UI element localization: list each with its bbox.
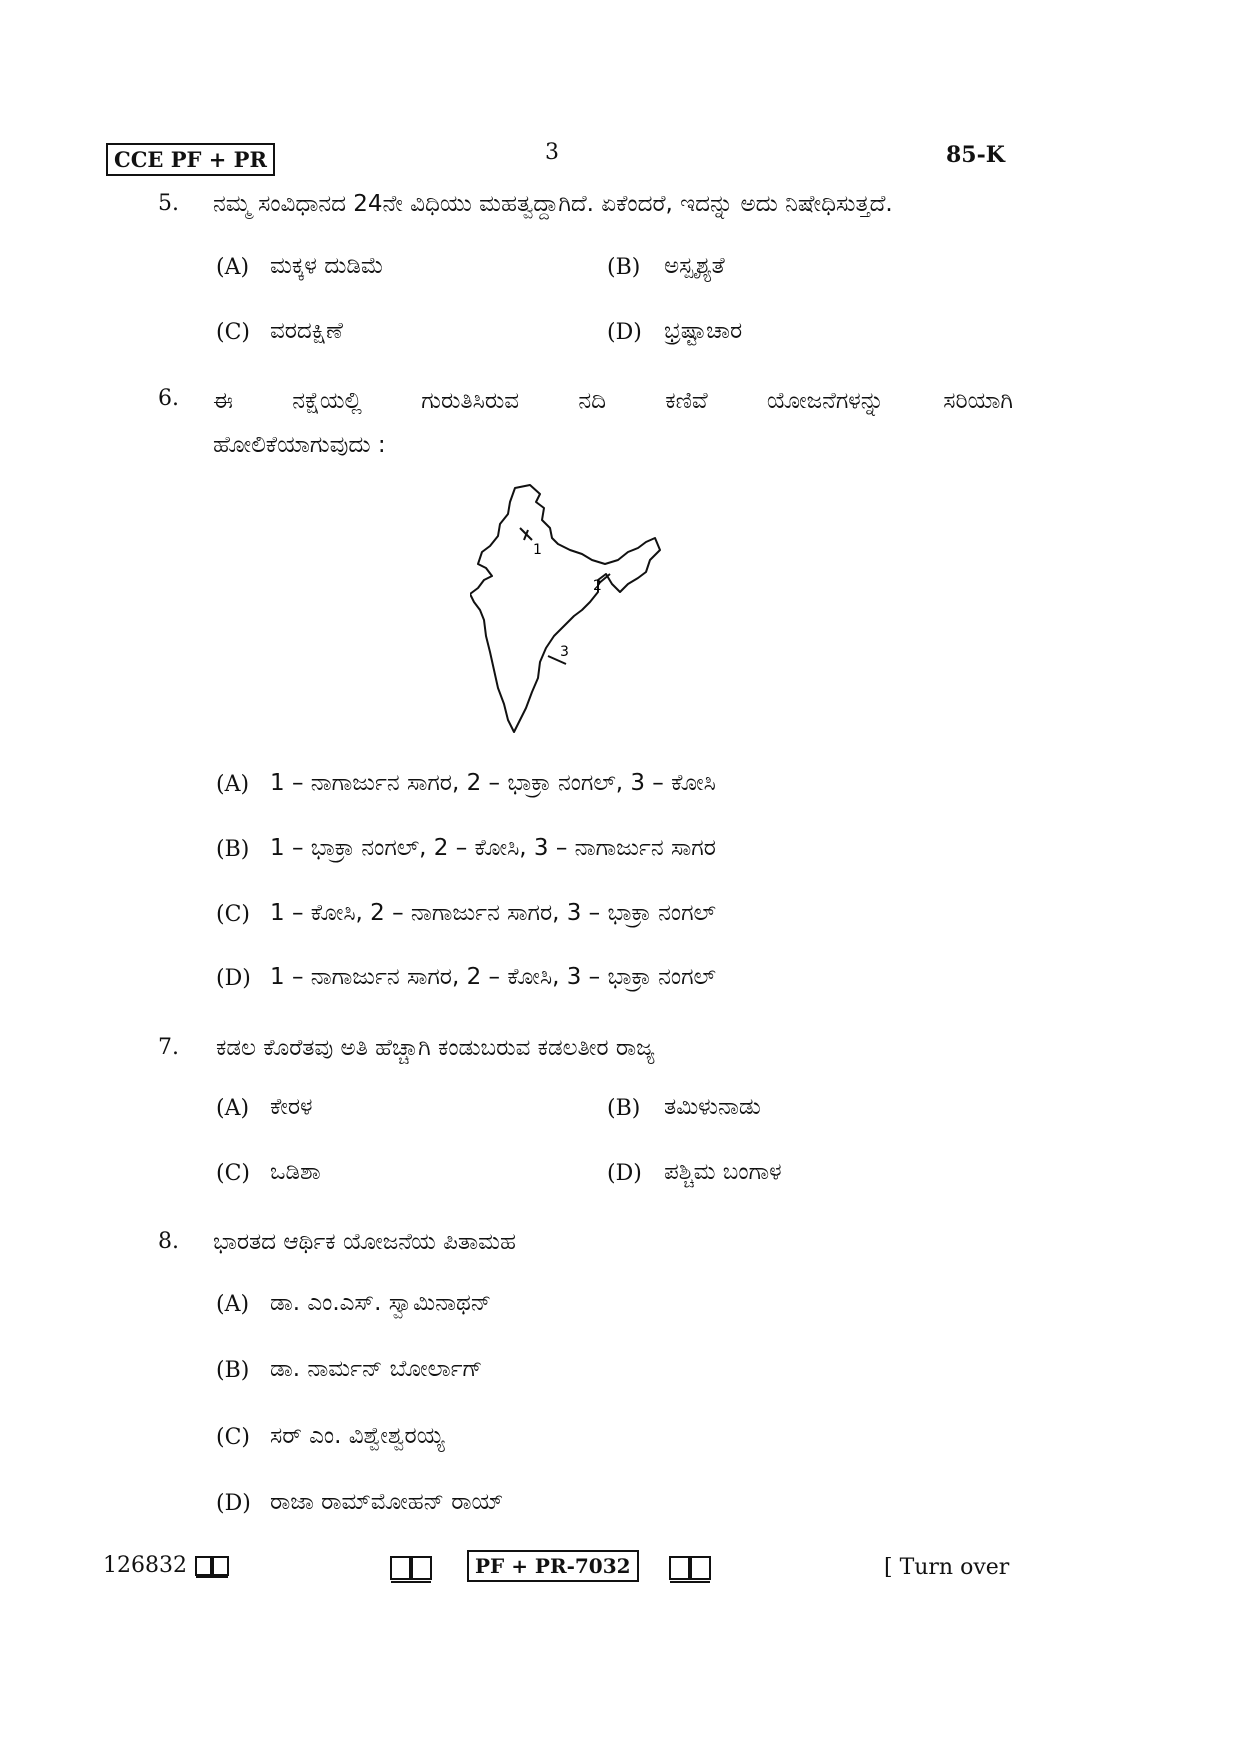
serial-number: 126832 xyxy=(103,1553,187,1578)
q5-option-d-label: (D) xyxy=(607,320,642,345)
q5-option-c-text: ವರದಕ್ಷಿಣೆ xyxy=(270,318,343,344)
q6-option-b-text: 1 – ಭಾಕ್ರಾ ನಂಗಲ್, 2 – ಕೋಸಿ, 3 – ನಾಗಾರ್ಜುನ ಸಾಗರ xyxy=(270,835,716,861)
q6-option-c-label: (C) xyxy=(216,902,250,927)
book-icon xyxy=(194,1553,230,1579)
q6-option-a-label: (A) xyxy=(216,772,250,797)
question-5-text: ನಮ್ಮ ಸಂವಿಧಾನದ 24ನೇ ವಿಧಿಯು ಮಹತ್ವದ್ದಾಗಿದೆ. ಏಕೆಂದರೆ, ಇದನ್ನು ಅದು ನಿಷೇಧಿಸುತ್ತದೆ. xyxy=(213,191,893,217)
q6-option-d-label: (D) xyxy=(216,966,251,991)
q7-option-b-label: (B) xyxy=(607,1096,641,1121)
q5-option-d-text: ಭ್ರಷ್ಟಾಚಾರ xyxy=(664,318,743,344)
india-map xyxy=(470,480,700,745)
q7-option-c-text: ಒಡಿಶಾ xyxy=(270,1159,321,1185)
q6-word: ಕಣಿವೆ xyxy=(665,388,708,414)
footer-code-box: PF + PR-7032 xyxy=(467,1550,639,1582)
q6-option-c-text: 1 – ಕೋಸಿ, 2 – ನಾಗಾರ್ಜುನ ಸಾಗರ, 3 – ಭಾಕ್ರಾ ನಂಗಲ್ xyxy=(270,900,716,926)
q6-word: ಯೋಜನೆಗಳನ್ನು xyxy=(766,388,884,414)
q6-word: ನಕ್ಷೆಯಲ್ಲಿ xyxy=(292,388,362,414)
q6-word: ಗುರುತಿಸಿರುವ xyxy=(421,388,520,414)
question-8-number: 8. xyxy=(158,1229,179,1254)
q5-option-b-text: ಅಸ್ಪೃಶ್ಯತೆ xyxy=(664,253,725,279)
q5-option-c-label: (C) xyxy=(216,320,250,345)
q5-option-a-text: ಮಕ್ಕಳ ದುಡಿಮೆ xyxy=(270,253,384,279)
footer-serial xyxy=(103,1553,230,1579)
paper-number: 85-K xyxy=(946,142,1005,168)
q7-option-d-label: (D) xyxy=(607,1161,642,1186)
q6-option-d-text: 1 – ನಾಗಾರ್ಜುನ ಸಾಗರ, 2 – ಕೋಸಿ, 3 – ಭಾಕ್ರಾ ನಂಗಲ್ xyxy=(270,964,716,990)
question-6-number: 6. xyxy=(158,386,179,411)
question-6-text-line1 xyxy=(213,384,1013,418)
q6-option-b-label: (B) xyxy=(216,837,250,862)
map-label-3: 3 xyxy=(560,644,569,660)
q8-option-c-text: ಸರ್ ಎಂ. ವಿಶ್ವೇಶ್ವರಯ್ಯ xyxy=(270,1423,445,1449)
q7-option-b-text: ತಮಿಳುನಾಡು xyxy=(664,1094,761,1120)
paper-code-box: CCE PF + PR xyxy=(106,143,275,176)
q6-word: ನದಿ xyxy=(578,388,607,414)
q7-option-d-text: ಪಶ್ಚಿಮ ಬಂಗಾಳ xyxy=(664,1159,782,1185)
question-5-number: 5. xyxy=(158,191,179,216)
q8-option-c-label: (C) xyxy=(216,1425,250,1450)
question-6-text-line2: ಹೋಲಿಕೆಯಾಗುವುದು : xyxy=(213,432,386,458)
page-number: 3 xyxy=(545,140,559,165)
q7-option-a-label: (A) xyxy=(216,1096,250,1121)
q7-option-c-label: (C) xyxy=(216,1161,250,1186)
q6-option-a-text: 1 – ನಾಗಾರ್ಜುನ ಸಾಗರ, 2 – ಭಾಕ್ರಾ ನಂಗಲ್, 3 – ಕೋಸಿ xyxy=(270,770,716,796)
q8-option-a-text: ಡಾ. ಎಂ.ಎಸ್. ಸ್ವಾಮಿನಾಥನ್ xyxy=(270,1290,492,1316)
q6-word: ಈ xyxy=(213,388,233,414)
turn-over-text: [ Turn over xyxy=(884,1555,1010,1580)
question-7-number: 7. xyxy=(158,1035,179,1060)
map-label-2: 2 xyxy=(593,578,602,594)
book-icon xyxy=(388,1553,434,1585)
q8-option-a-label: (A) xyxy=(216,1292,250,1317)
q8-option-b-text: ಡಾ. ನಾರ್ಮನ್ ಬೋರ್ಲಾಗ್ xyxy=(270,1356,483,1382)
book-icon xyxy=(667,1553,713,1585)
q6-word: ಸರಿಯಾಗಿ xyxy=(943,388,1013,414)
india-outline xyxy=(470,485,660,732)
question-8-text: ಭಾರತದ ಆರ್ಥಿಕ ಯೋಜನೆಯ ಪಿತಾಮಹ xyxy=(213,1229,516,1255)
question-7-text: ಕಡಲ ಕೊರೆತವು ಅತಿ ಹೆಚ್ಚಾಗಿ ಕಂಡುಬರುವ ಕಡಲತೀರ ರಾಜ್ಯ xyxy=(216,1035,655,1061)
q7-option-a-text: ಕೇರಳ xyxy=(270,1094,313,1120)
q5-option-a-label: (A) xyxy=(216,255,250,280)
q8-option-d-label: (D) xyxy=(216,1491,251,1516)
q8-option-d-text: ರಾಜಾ ರಾಮ್‌ಮೋಹನ್ ರಾಯ್ xyxy=(270,1489,504,1515)
q8-option-b-label: (B) xyxy=(216,1358,250,1383)
map-label-1: 1 xyxy=(533,542,542,558)
q5-option-b-label: (B) xyxy=(607,255,641,280)
